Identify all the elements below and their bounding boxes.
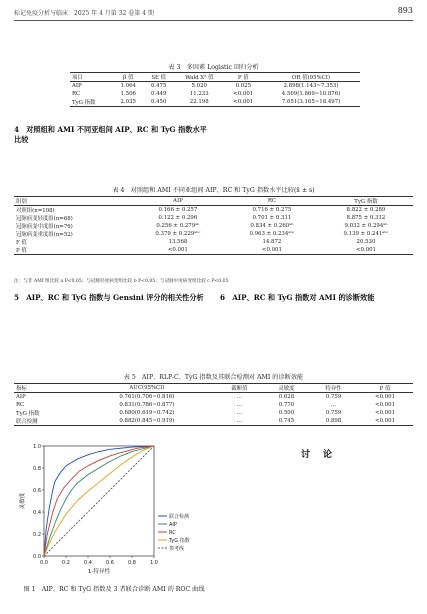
table-cell: 0.025 bbox=[235, 83, 251, 89]
legend-label: 参考线 bbox=[169, 545, 185, 552]
table4-note: 注：与非 AMI 组比较 a P<0.05；与冠脉轻度病变组比较 b P<0.05；与冠脉中度病变组比较 c P<0.05 bbox=[14, 279, 229, 284]
table-cell: <0.001 bbox=[233, 99, 254, 105]
y-tick-label: 0.6 bbox=[33, 487, 41, 494]
table5-header-cell: P 值 bbox=[379, 386, 391, 392]
table-cell: 1.064 bbox=[120, 83, 136, 89]
table-cell: 0.759 bbox=[325, 410, 342, 416]
table-cell: 0.882(0.845~0.919) bbox=[119, 418, 175, 424]
table-row bbox=[14, 230, 413, 238]
table-cell: AIP bbox=[16, 394, 26, 400]
table3-header-cell: β 值 bbox=[123, 75, 134, 81]
y-tick-label: 1.0 bbox=[33, 443, 41, 450]
legend-label: 联合检测 bbox=[169, 513, 190, 520]
table-cell: 0.166 ± 0.257 bbox=[158, 207, 198, 213]
table5-header-cell: 灵敏度 bbox=[278, 386, 295, 392]
table-cell: 9.139 ± 0.241ᵃᵇᶜ bbox=[343, 231, 389, 237]
table5-header-cell: 特异性 bbox=[325, 386, 342, 392]
table-row bbox=[14, 206, 413, 215]
table-cell: 0.834 ± 0.260ᵃᵇ bbox=[250, 223, 294, 229]
table-cell: 0.716 ± 0.275 bbox=[252, 207, 292, 213]
table-cell: 冠脉病变重度组(n=52) bbox=[16, 232, 73, 238]
table-row bbox=[14, 214, 413, 222]
table-row bbox=[70, 98, 360, 107]
header-rule bbox=[14, 20, 413, 21]
x-tick-label: 0.4 bbox=[84, 560, 92, 566]
table-cell: TyG 指数 bbox=[72, 100, 96, 106]
table-cell: 11.233 bbox=[189, 91, 209, 97]
table-cell: <0.001 bbox=[233, 91, 254, 97]
table-row bbox=[14, 401, 413, 409]
table5-header-cell: 截断值 bbox=[231, 386, 248, 392]
x-tick-label: 0.2 bbox=[62, 560, 70, 566]
y-tick-label: 0.4 bbox=[33, 509, 41, 516]
table-cell: 0.770 bbox=[278, 402, 295, 408]
table-cell: P 值 bbox=[16, 248, 27, 254]
table-cell: 0.628 bbox=[278, 394, 295, 400]
table-cell: … bbox=[236, 402, 243, 408]
table5-header-cell: 指标 bbox=[16, 386, 27, 392]
table3-header-cell: Wald X² 值 bbox=[185, 75, 214, 81]
table-row bbox=[14, 393, 413, 402]
legend-label: AIP bbox=[169, 521, 177, 528]
table-row bbox=[14, 409, 413, 417]
table-cell: 14.872 bbox=[262, 239, 282, 245]
table4-header-cell: AIP bbox=[173, 198, 183, 204]
table-cell: 0.449 bbox=[150, 91, 167, 97]
table-cell: 20.530 bbox=[356, 239, 376, 245]
table3-header-cell: P 值 bbox=[237, 75, 249, 81]
table-cell: 冠脉病变中度组(n=76) bbox=[16, 224, 73, 230]
table5-caption: 表 5 AIP、RLP-C、TyG 指数及其联合检测对 AMI 的诊断效能 bbox=[123, 374, 304, 381]
table4-header-row bbox=[14, 197, 413, 206]
discussion-title: 讨 论 bbox=[300, 450, 334, 460]
journal-header: 标记免疫分析与临床 2025 年 4 月第 32 卷第 4 期 bbox=[14, 10, 154, 17]
table-row bbox=[14, 238, 413, 246]
table3-caption: 表 3 多因素 Logistic 回归分析 bbox=[168, 64, 259, 71]
table-cell: 0.759 bbox=[325, 394, 342, 400]
table-cell: 0.256 ± 0.279ᵃᵇ bbox=[156, 223, 200, 229]
y-tick-label: 0.2 bbox=[33, 531, 41, 538]
table-cell: 0.500 bbox=[278, 410, 295, 416]
roc-curve-参考线 bbox=[44, 446, 154, 556]
page-number: 893 bbox=[397, 6, 413, 15]
table-cell: 9.032 ± 0.294ᵃᵇ bbox=[344, 223, 388, 229]
x-tick-label: 0.0 bbox=[40, 560, 48, 566]
roc-chart bbox=[14, 438, 214, 578]
table-cell: 0.450 bbox=[150, 99, 167, 105]
table5-header-cell: AUC(95%CI) bbox=[129, 385, 165, 391]
x-axis-label: 1-特异性 bbox=[87, 569, 111, 575]
table-cell: RC bbox=[72, 91, 81, 97]
table-cell: 对照组(n=108) bbox=[16, 208, 55, 214]
table-cell: … bbox=[236, 418, 243, 424]
table-row bbox=[70, 90, 360, 98]
table-cell: 0.761(0.706~0.816) bbox=[119, 394, 175, 400]
table5-header-row bbox=[14, 384, 413, 393]
table3-header-cell: SE 值 bbox=[151, 75, 167, 81]
section4-title: 4 对照组和 AMI 不同亚组间 AIP、RC 和 TyG 指数水平比较 bbox=[14, 125, 207, 144]
table-row bbox=[14, 246, 413, 255]
table-cell: 7.651(3.165~18.497) bbox=[281, 99, 341, 105]
table3 bbox=[70, 72, 360, 107]
table-row bbox=[14, 222, 413, 230]
table-cell: 0.701 ± 0.311 bbox=[252, 215, 292, 221]
table-cell: 0.680(0.619~0.742) bbox=[119, 410, 175, 416]
y-axis-label: 灵敏度 bbox=[20, 492, 26, 510]
legend-label: RC bbox=[169, 529, 176, 536]
table-cell: F 值 bbox=[16, 240, 27, 246]
table4-header-cell: RC bbox=[267, 198, 276, 204]
table-cell: <0.001 bbox=[355, 247, 376, 253]
table-row bbox=[14, 417, 413, 426]
y-tick-label: 0.8 bbox=[33, 465, 41, 472]
table-cell: 5.020 bbox=[191, 83, 207, 89]
table-cell: RC bbox=[16, 402, 25, 408]
table-cell: 8.822 ± 0.289 bbox=[346, 207, 386, 213]
section6-title: 6 AIP、RC 和 TyG 指数对 AMI 的诊断效能 bbox=[220, 293, 375, 302]
table-cell: 0.475 bbox=[150, 83, 167, 89]
table-cell: 4.509(1.869~10.876) bbox=[281, 91, 341, 97]
table-cell: … bbox=[236, 394, 243, 400]
table4-header-cell: TyG 指数 bbox=[354, 199, 378, 205]
table4 bbox=[14, 196, 413, 255]
table4-caption: 表 4 对照组和 AMI 不同亚组间 AIP、RC 和 TyG 指数水平比较(x̄ ± s) bbox=[112, 187, 315, 194]
table3-header-row bbox=[70, 73, 360, 82]
figure1-caption: 图 1 AIP、RC 和 TyG 指数及 3 者联合诊断 AMI 的 ROC 曲线 bbox=[23, 586, 205, 593]
table-cell: <0.001 bbox=[375, 410, 395, 416]
table-cell: 0.963 ± 0.234ᵃᵇᶜ bbox=[249, 231, 295, 237]
table-cell: <0.001 bbox=[375, 402, 395, 408]
x-tick-label: 1.0 bbox=[150, 560, 158, 566]
table-cell: … bbox=[236, 410, 243, 416]
table-cell: <0.001 bbox=[375, 418, 395, 424]
table3-header-cell: 项目 bbox=[72, 75, 83, 81]
table-cell: 2.898(1.143~7.353) bbox=[283, 83, 339, 89]
table3-body bbox=[70, 82, 360, 107]
table-cell: 1.506 bbox=[120, 91, 136, 97]
table-cell: 0.745 bbox=[278, 418, 295, 424]
table-cell: 0.831(0.786~0.877) bbox=[119, 402, 175, 408]
table-cell: <0.001 bbox=[261, 247, 282, 253]
legend-label: TyG 指数 bbox=[169, 537, 190, 544]
y-tick-label: 0.0 bbox=[33, 553, 41, 560]
table-cell: 2.035 bbox=[120, 99, 136, 105]
table-cell: 0.122 ± 0.296 bbox=[158, 215, 198, 221]
table-cell: <0.001 bbox=[375, 394, 395, 400]
table5-body bbox=[14, 393, 413, 426]
table-cell: 0.379 ± 0.229ᵃᵇᶜ bbox=[155, 231, 201, 237]
table-cell: 22.198 bbox=[189, 99, 209, 105]
section5-title: 5 AIP、RC 和 TyG 指数与 Gensini 评分的相关性分析 bbox=[14, 293, 204, 302]
table-cell: 0.898 bbox=[325, 418, 342, 424]
table-cell: 联合检测 bbox=[16, 419, 38, 425]
table-cell: … bbox=[330, 402, 337, 408]
table-cell: 冠脉病变轻度组(n=68) bbox=[16, 216, 73, 222]
x-tick-label: 0.6 bbox=[106, 560, 114, 566]
table4-header-cell: 组别 bbox=[16, 199, 27, 205]
table-cell: 13.568 bbox=[168, 239, 188, 245]
table3-header-cell: OR 值(95%CI) bbox=[292, 75, 331, 81]
table-row bbox=[70, 82, 360, 91]
table4-body bbox=[14, 206, 413, 255]
table-cell: 8.875 ± 0.312 bbox=[346, 215, 386, 221]
x-tick-label: 0.8 bbox=[128, 560, 136, 566]
table-cell: <0.001 bbox=[167, 247, 188, 253]
table-cell: TyG 指数 bbox=[16, 411, 40, 417]
table-cell: AIP bbox=[72, 83, 82, 89]
table5 bbox=[14, 383, 413, 426]
